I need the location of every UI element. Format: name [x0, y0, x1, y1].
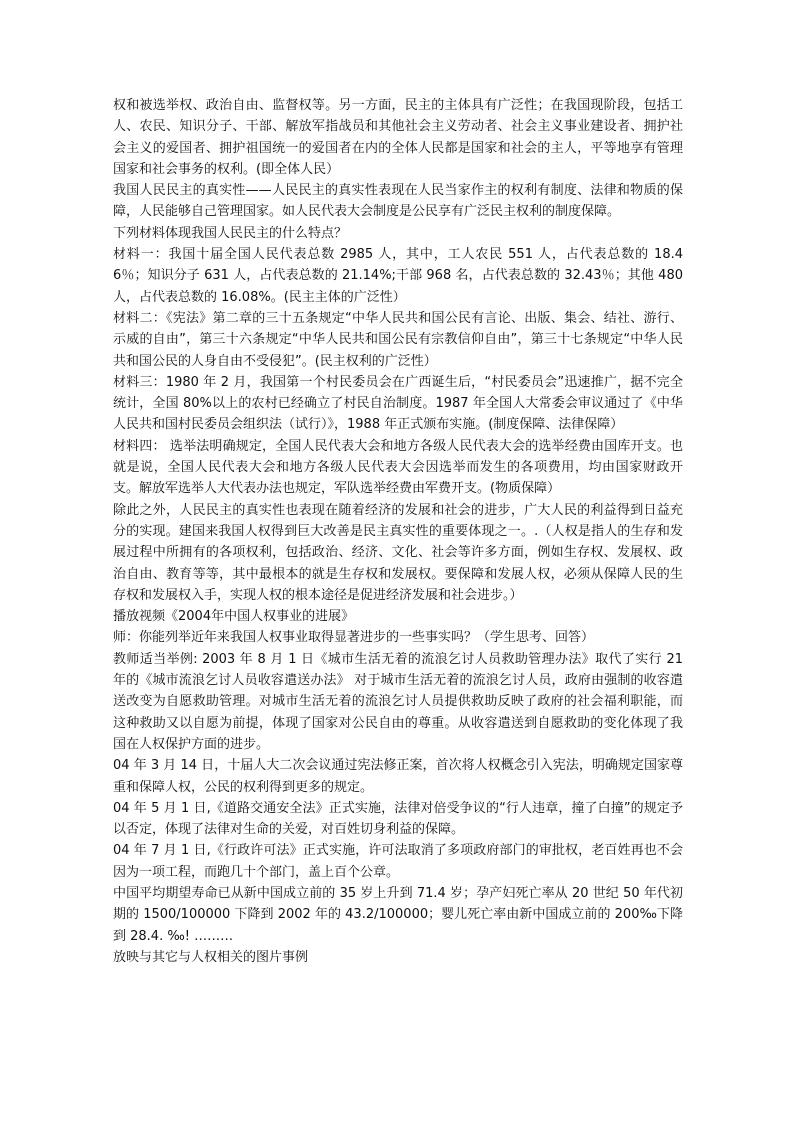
paragraph-material-2: 材料二：《宪法》第二章的三十五条规定“中华人民共和国公民有言论、出版、集会、结社、游行、示威的自由”，第三十六条规定“中华人民共和国公民有宗教信仰自由”，第三十七条规定“中华人民共和国公民的人身自由不受侵犯”。(民主权利的广泛性）: [113, 310, 683, 369]
paragraph-material-4: 材料四： 选举法明确规定，全国人民代表大会和地方各级人民代表大会的选举经费由国库开支。也就是说，全国人民代表大会和地方各级人民代表大会因选举而发生的各项费用，均由国家财政开支。解放军选举人大代表办法也规定，军队选举经费由军费开支。(物质保障）: [113, 438, 683, 497]
paragraph-teacher-example: 教师适当举例: 2003 年 8 月 1 日《城市生活无着的流浪乞讨人员救助管理办法》取代了实行 21 年的《城市流浪乞讨人员收容遣送办法》 对于城市生活无着的流浪乞讨人员，政府由强制的收容遣送改变为自愿救助管理。对城市生活无着的流浪乞讨人员提供救助反映了政府的社会福利职能，而这种救助又以自愿为前提，体现了国家对公民自由的尊重。从收容遣送到自愿救助的变化体现了我国在人权保护方面的进步。: [113, 651, 683, 752]
paragraph-july-2004: 04 年 7 月 1 日,《行政许可法》正式实施，许可法取消了多项政府部门的审批权，老百姓再也不会因为一项工程，而跑几十个部门，盖上百个公章。: [113, 843, 683, 880]
paragraph-material-3: 材料三：1980 年 2 月，我国第一个村民委员会在广西诞生后，“村民委员会”迅速推广，据不完全统计，全国 80%以上的农村已经确立了村民自治制度。1987 年全国人大常委会审议通过了《中华人民共和国村民委员会组织法（试行）》，1988 年正式颁布实施。(制度保障、法律保障）: [113, 374, 683, 433]
paragraph-democracy-authenticity: 我国人民民主的真实性——人民民主的真实性表现在人民当家作主的权利有制度、法律和物质的保障，人民能够自己管理国家。如人民代表大会制度是公民享有广泛民主权利的制度保障。: [113, 183, 683, 220]
paragraph-pictures: 放映与其它与人权相关的图片事例: [113, 949, 309, 965]
paragraph-life-expectancy: 中国平均期望寿命已从新中国成立前的 35 岁上升到 71.4 岁；孕产妇死亡率从 20 世纪 50 年代初期的 1500/100000 下降到 2002 年的 43.2/100000；婴儿死亡率由新中国成立前的 200‰下降到 28.4. ‰! ………: [113, 885, 683, 944]
paragraph-teacher-question: 师：你能列举近年来我国人权事业取得显著进步的一些事实吗？（学生思考、回答）: [113, 630, 595, 646]
paragraph-may-2004: 04 年 5 月 1 日,《道路交通安全法》正式实施，法律对倍受争议的“行人违章，撞了白撞”的规定予以否定，体现了法律对生命的关爱，对百姓切身利益的保障。: [113, 800, 683, 838]
paragraph-democracy-subject: 权和被选举权、政治自由、监督权等。另一方面，民主的主体具有广泛性；在我国现阶段，包括工人、农民、知识分子、干部、解放军指战员和其他社会主义劳动者、社会主义事业建设者、拥护社会主义的爱国者、拥护祖国统一的爱国者在内的全体人民都是国家和社会的主人，平等地享有管理国家和社会事务的权利。(即全体人民）: [113, 98, 683, 177]
paragraph-video: 播放视频《2004年中国人权事业的进展》: [113, 609, 355, 625]
paragraph-question: 下列材料体现我国人民民主的什么特点？: [113, 225, 348, 241]
document-page: [113, 95, 683, 968]
paragraph-march-2004: 04 年 3 月 14 日，十届人大二次会议通过宪法修正案，首次将人权概念引入宪法，明确规定国家尊重和保障人权，公民的权利得到更多的规定。: [113, 758, 683, 795]
paragraph-human-rights: 除此之外，人民民主的真实性也表现在随着经济的发展和社会的进步，广大人民的利益得到日益充分的实现。建国来我国人权得到巨大改善是民主真实性的重要体现之一。.（人权是指人的生存和发展过程中所拥有的各项权利，包括政治、经济、文化、社会等许多方面，例如生存权、发展权、政治自由、教育等等，其中最根本的就是生存权和发展权。要保障和发展人权，必须从保障人民的生存权和发展权入手，实现人权的根本途径是促进经济发展和社会进步。）: [113, 502, 683, 603]
paragraph-material-1: 材料一：我国十届全国人民代表总数 2985 人，其中，工人农民 551 人，占代表总数的 18.46％；知识分子 631 人，占代表总数的 21.14%;干部 968 名，占代表总数的 32.43％；其他 480 人，占代表总数的 16.08%。(民主主体的广泛性）: [113, 247, 683, 305]
